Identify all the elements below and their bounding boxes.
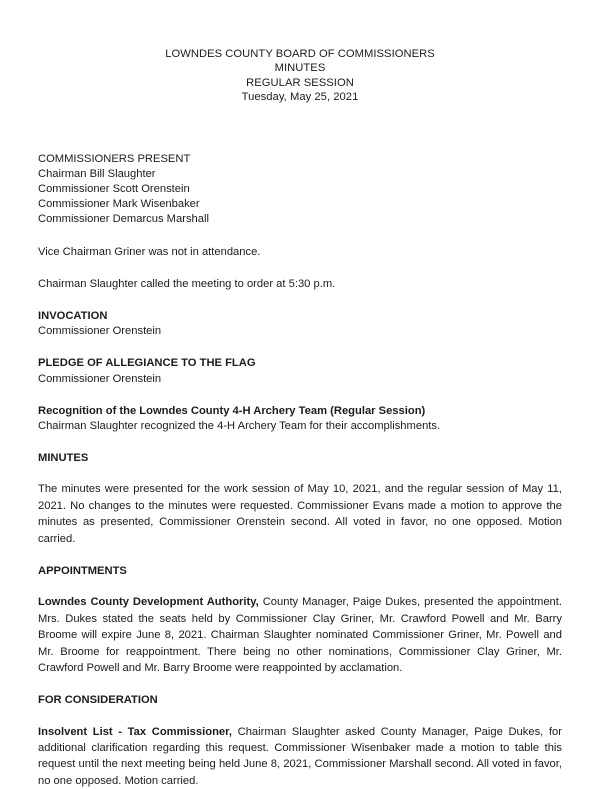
commissioners-present-heading: COMMISSIONERS PRESENT xyxy=(38,152,191,165)
for-consideration-heading: FOR CONSIDERATION xyxy=(38,694,158,707)
section-commissioners-present xyxy=(38,152,562,228)
appointments-heading: APPOINTMENTS xyxy=(38,565,127,578)
absence-note: Vice Chairman Griner was not in attendance. xyxy=(38,245,261,258)
commissioner-name: Chairman Bill Slaughter xyxy=(38,167,156,180)
section-pledge-of-allegiance xyxy=(38,356,562,386)
invocation-person: Commissioner Orenstein xyxy=(38,325,162,338)
pledge-person: Commissioner Orenstein xyxy=(38,372,162,385)
section-minutes xyxy=(38,451,562,547)
section-invocation xyxy=(38,309,562,339)
commissioner-name: Commissioner Demarcus Marshall xyxy=(38,213,209,226)
section-appointments xyxy=(38,564,562,676)
invocation-heading: INVOCATION xyxy=(38,310,108,323)
document-content xyxy=(38,0,562,789)
minutes-body: The minutes were presented for the work session of May 10, 2021, and the regular session of May 11, 2021. No changes to the minutes were requested. Commissioner Evans made a motion to approve the minutes as presented, Commissioner Orenstein second. All voted in favor, no one opposed. Motion carried. xyxy=(38,483,562,545)
minutes-heading: MINUTES xyxy=(38,452,89,465)
pledge-heading: PLEDGE OF ALLEGIANCE TO THE FLAG xyxy=(38,357,256,370)
appointments-item xyxy=(38,594,562,676)
for-consideration-item-title: Insolvent List - Tax Commissioner, xyxy=(38,725,232,738)
section-for-consideration xyxy=(38,693,562,789)
document-title-line-1: LOWNDES COUNTY BOARD OF COMMISSIONERS xyxy=(165,48,435,60)
appointments-item-body: County Manager, Paige Dukes, presented the appointment. Mrs. Dukes stated the seats held by Commissioner Clay Griner, Mr. Crawford Powell and Mr. Barry Broome will expire June 8, 2021. Chairman Slaughter nominated Commissioner Griner, Mr. Powell and Mr. Broome for reappointment. There being no other nominations, Commissioner Clay Griner, Mr. Crawford Powell and Mr. Barry Broome were reappointed by acclamation. xyxy=(38,596,562,674)
section-absence-note xyxy=(38,245,562,260)
document-date: Tuesday, May 25, 2021 xyxy=(241,91,359,104)
for-consideration-item xyxy=(38,724,562,789)
document-title-line-2: MINUTES xyxy=(274,62,326,75)
commissioner-name: Commissioner Scott Orenstein xyxy=(38,183,190,196)
section-recognition xyxy=(38,404,562,434)
recognition-heading: Recognition of the Lowndes County 4-H Archery Team (Regular Session) xyxy=(38,404,426,417)
document-header xyxy=(38,0,562,105)
recognition-body: Chairman Slaughter recognized the 4-H Archery Team for their accomplishments. xyxy=(38,420,441,433)
section-call-to-order xyxy=(38,277,562,292)
call-to-order-note: Chairman Slaughter called the meeting to order at 5:30 p.m. xyxy=(38,277,336,290)
commissioner-name: Commissioner Mark Wisenbaker xyxy=(38,198,200,211)
for-consideration-item-body: Chairman Slaughter asked County Manager, Paige Dukes, for additional clarification regarding this request. Commissioner Wisenbaker made a motion to table this request until the next meeting being held June 8, 2021, Commissioner Marshall second. All voted in favor, no one opposed. Motion carried. xyxy=(38,725,562,787)
appointments-item-title: Lowndes County Development Authority, xyxy=(38,596,259,609)
document-title-line-3: REGULAR SESSION xyxy=(246,76,354,89)
